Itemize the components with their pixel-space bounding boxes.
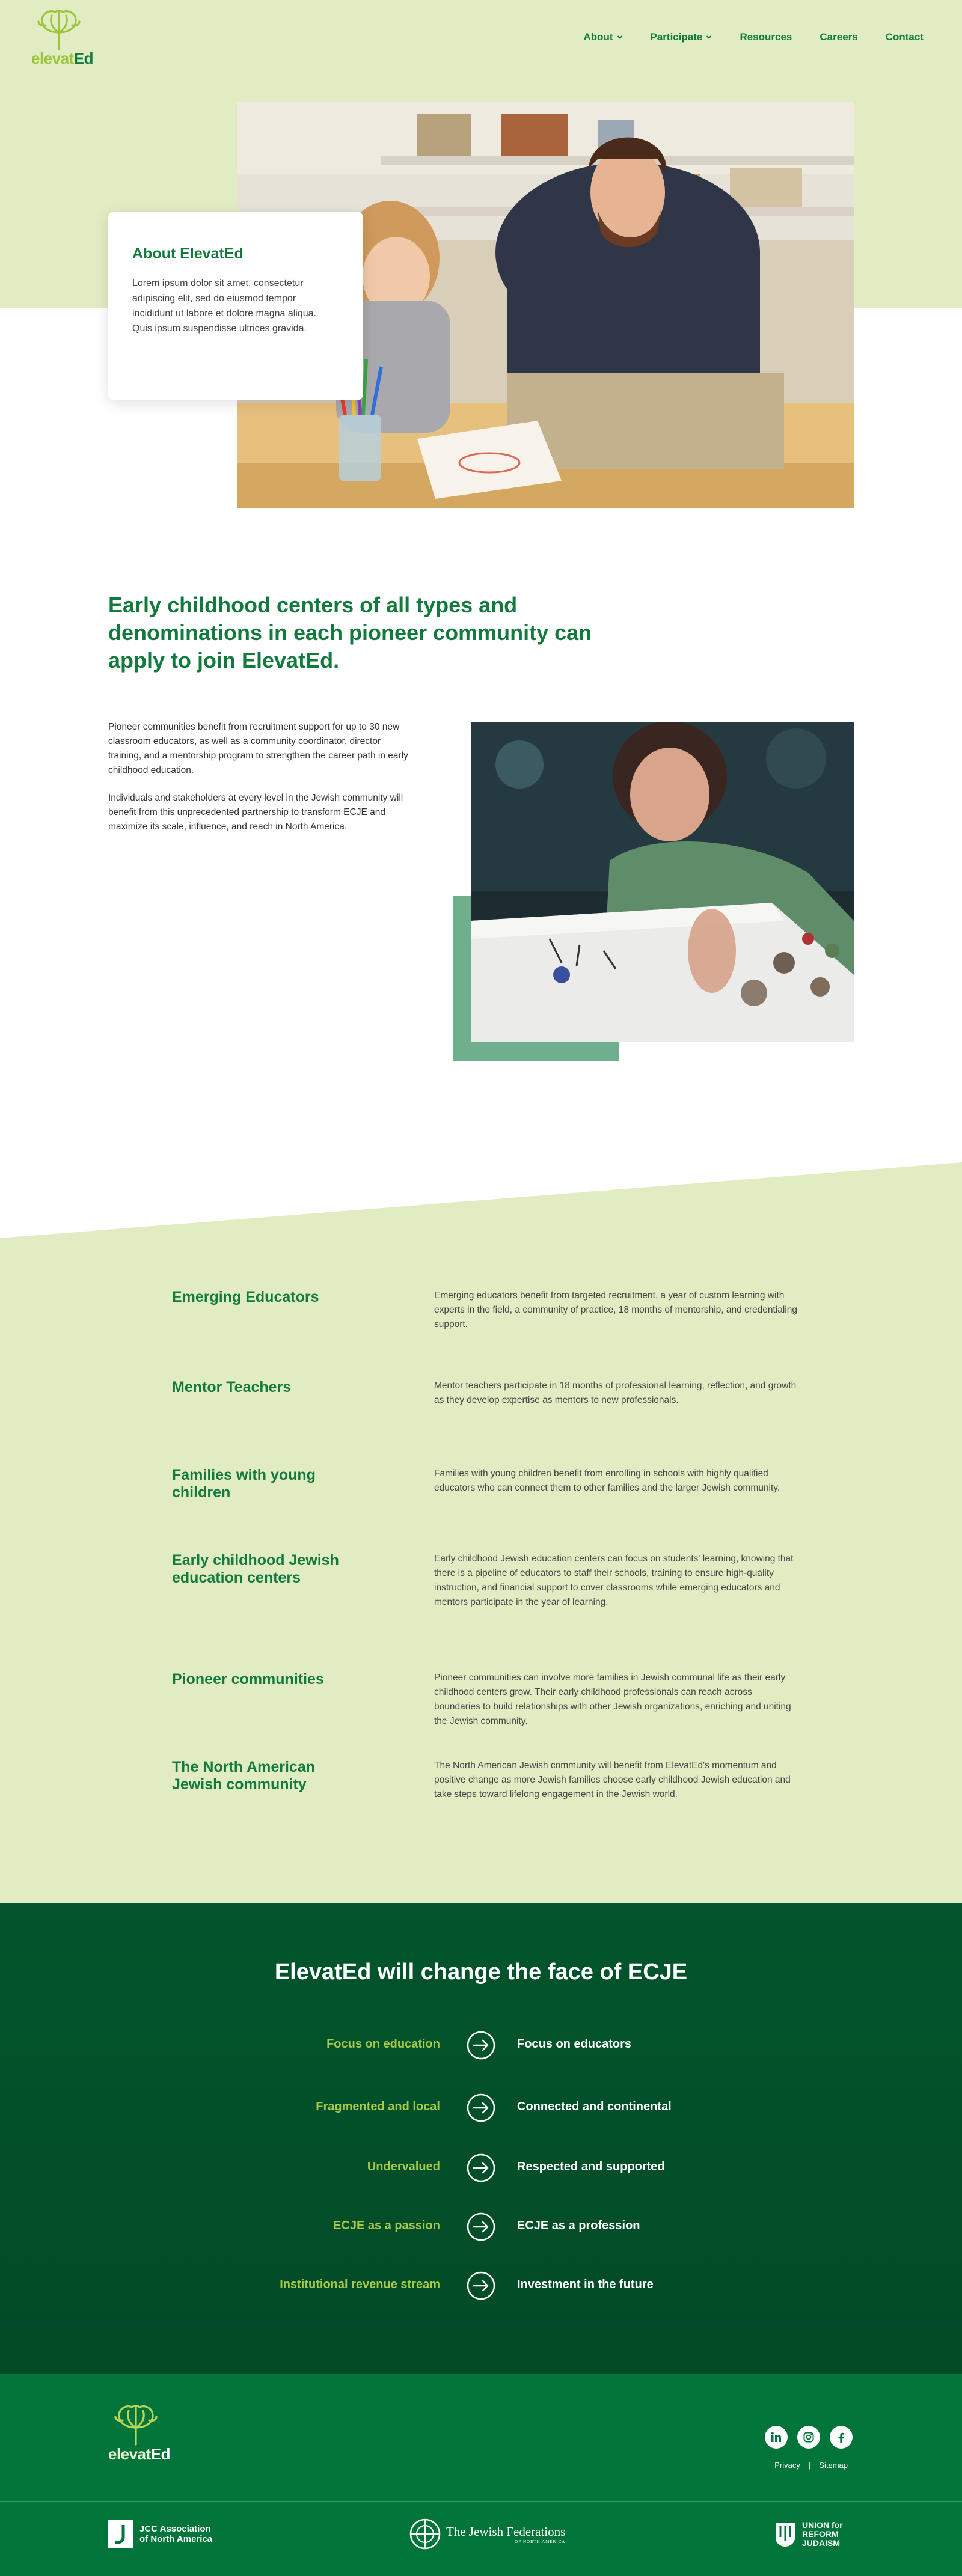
nav-label-about: About: [583, 31, 613, 43]
change-from: Fragmented and local: [316, 2100, 440, 2113]
change-title: ElevatEd will change the face of ECJE: [274, 1959, 688, 1985]
change-row: [0, 2092, 962, 2124]
benefit-title: Emerging Educators: [172, 1289, 319, 1305]
footer-links: [774, 2461, 848, 2470]
benefit-title: Families with young children: [172, 1467, 316, 1501]
jf-name: The Jewish Federations: [446, 2524, 566, 2539]
facebook-icon[interactable]: [830, 2426, 853, 2449]
nav-item-careers[interactable]: [820, 31, 857, 43]
benefit-row: [172, 1759, 797, 1831]
tree-logo-icon: [108, 2403, 164, 2446]
jcc-name-line1: JCC Association: [139, 2524, 211, 2534]
social-links: [765, 2426, 853, 2449]
change-to: Focus on educators: [517, 2037, 632, 2051]
jcc-name-line2: of North America: [139, 2534, 213, 2544]
arrow-right-circle-icon: [466, 2030, 496, 2060]
change-from: Focus on education: [326, 2037, 440, 2051]
nav-label-contact: Contact: [885, 31, 924, 43]
chevron-down-icon: [617, 34, 623, 40]
nav-item-resources[interactable]: [740, 31, 792, 43]
intro-heading: Early childhood centers of all types and denominations in each pioneer community can apply to join ElevatEd.: [108, 593, 592, 673]
urj-emblem-icon: [773, 2520, 797, 2548]
change-from: Institutional revenue stream: [280, 2278, 440, 2291]
jcc-logo-icon: [108, 2520, 133, 2548]
benefit-row: [172, 1289, 797, 1379]
privacy-link[interactable]: Privacy: [774, 2461, 800, 2470]
urj-line2: REFORM: [802, 2529, 839, 2539]
arrow-right-circle-icon: [466, 2271, 496, 2301]
benefit-desc: Emerging educators benefit from targeted recruitment, a year of custom learning with experts in the field, a community of practice, 18 months of mentorship, and credentialing support.: [434, 1290, 797, 1329]
chevron-down-icon: [706, 34, 712, 40]
nav-label-resources: Resources: [740, 31, 792, 43]
change-row: [0, 2211, 962, 2243]
site-logo[interactable]: [31, 8, 93, 69]
benefit-desc: The North American Jewish community will benefit from ElevatEd's momentum and positive change as more Jewish families choose early childhood Jewish education and take steps toward lifelong engagement in the Jewish world.: [434, 1760, 791, 1799]
intro-copy: [108, 720, 409, 847]
change-to: ECJE as a profession: [517, 2219, 640, 2232]
nav-item-participate[interactable]: [651, 31, 712, 43]
change-row: [0, 2152, 962, 2184]
change-row: [0, 2029, 962, 2062]
benefit-title: The North American Jewish community: [172, 1759, 316, 1793]
benefit-desc: Mentor teachers participate in 18 months of professional learning, reflection, and growth as they develop expertise as mentors to new professionals.: [434, 1381, 797, 1405]
nav-label-participate: Participate: [650, 31, 703, 43]
urj-line3: JUDAISM: [802, 2538, 841, 2548]
intro-paragraph: Pioneer communities benefit from recruitment support for up to 30 new classroom educators, as well as a community coordinator, director training, and a mentorship program to strengthen the career path in early childhood education.: [108, 722, 408, 775]
jf-subtitle: OF NORTH AMERICA: [515, 2539, 566, 2544]
change-row: [0, 2269, 962, 2302]
benefit-row: [172, 1467, 797, 1552]
benefit-row: [172, 1552, 797, 1671]
logo-word-accent: Ed: [150, 2445, 170, 2463]
benefit-desc: Families with young children benefit from enrolling in schools with highly qualified educators who can connect them to other families and the larger Jewish community.: [434, 1468, 780, 1493]
about-text: Lorem ipsum dolor sit amet, consectetur adipiscing elit, sed do eiusmod tempor incididunt ut labore et dolore magna aliqua. Quis ipsum suspendisse ultrices gravida.: [132, 278, 316, 334]
partner-urj[interactable]: [773, 2516, 843, 2552]
benefit-title: Mentor Teachers: [172, 1379, 292, 1396]
change-to: Respected and supported: [517, 2160, 665, 2173]
benefit-desc: Early childhood Jewish education centers can focus on students' learning, knowing that there is a pipeline of educators to staff their schools, training to ensure high-quality instruction, and financial support to cover classrooms while emerging educators and mentors participate in the year of learning.: [434, 1554, 794, 1607]
partner-jewish-federations[interactable]: [409, 2516, 565, 2552]
tree-logo-icon: [31, 8, 87, 50]
change-from: Undervalued: [367, 2160, 440, 2173]
arrow-right-circle-icon: [466, 2093, 496, 2123]
logo-word: elevat: [31, 49, 74, 67]
benefits-list: [172, 1289, 797, 1831]
nav-item-about[interactable]: [583, 31, 622, 43]
intro-photo: [471, 722, 854, 1042]
nav-item-contact[interactable]: [886, 31, 924, 43]
footer-divider: [0, 2501, 962, 2502]
footer-link-separator: |: [808, 2461, 811, 2470]
intro-paragraph: Individuals and stakeholders at every level in the Jewish community will benefit from this unprecedented partnership to transform ECJE and maximize its scale, influence, and reach in North America.: [108, 793, 403, 832]
logo-word: elevat: [108, 2445, 151, 2463]
benefit-title: Early childhood Jewish education centers: [172, 1552, 339, 1586]
partner-jcc[interactable]: [108, 2516, 212, 2552]
sitemap-link[interactable]: Sitemap: [819, 2461, 848, 2470]
about-card: [108, 212, 363, 400]
footer-logo[interactable]: [108, 2403, 170, 2464]
benefit-row: [172, 1379, 797, 1467]
arrow-right-circle-icon: [466, 2153, 496, 2183]
nav-label-careers: Careers: [820, 31, 858, 43]
benefit-title: Pioneer communities: [172, 1671, 324, 1688]
linkedin-icon[interactable]: [765, 2426, 788, 2449]
logo-word-accent: Ed: [73, 49, 93, 67]
change-to: Connected and continental: [517, 2100, 672, 2113]
instagram-icon[interactable]: [797, 2426, 820, 2449]
main-nav: [583, 31, 924, 43]
change-from: ECJE as a passion: [333, 2219, 440, 2232]
arrow-right-circle-icon: [466, 2212, 496, 2242]
about-title: About ElevatEd: [132, 245, 244, 262]
benefit-desc: Pioneer communities can involve more families in Jewish communal life as their early childhood centers grow. Their early childhood professionals can reach across boundaries to build relationships with other Jewish organizations, enriching and uniting the Jewish community.: [434, 1673, 791, 1726]
change-to: Investment in the future: [517, 2278, 654, 2291]
federations-emblem-icon: [409, 2518, 441, 2550]
footer: [0, 2374, 962, 2576]
urj-line1: UNION for: [802, 2520, 843, 2530]
benefit-row: [172, 1671, 797, 1759]
